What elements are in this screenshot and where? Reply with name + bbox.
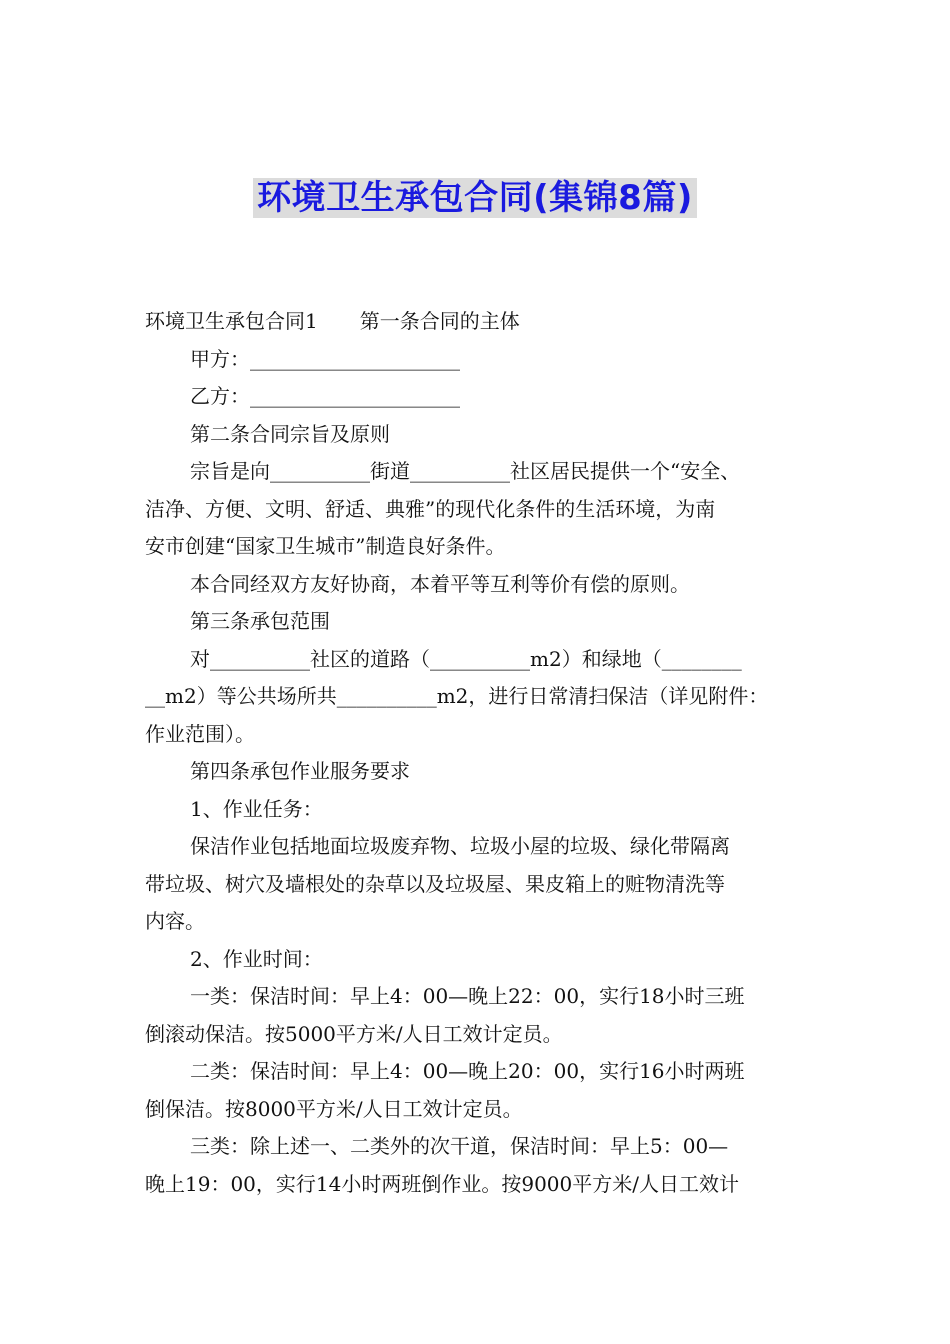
text-line xyxy=(145,716,810,754)
text-line-content: 二类：保洁时间：早上4：00—晚上20：00，实行16小时两班 xyxy=(190,1059,745,1083)
text-line-content: 内容。 xyxy=(145,909,205,933)
text-line-content: 1、作业任务： xyxy=(190,796,323,821)
text-line-content: 洁净、方便、文明、舒适、典雅”的现代化条件的生活环境，为南 xyxy=(145,496,716,521)
text-line-content: 甲方：_____________________ xyxy=(190,346,460,371)
text-line xyxy=(145,603,810,641)
text-line xyxy=(145,1053,810,1091)
text-line-content: 第三条承包范围 xyxy=(190,609,330,633)
text-line xyxy=(145,416,810,454)
text-line-content: 晚上19：00，实行14小时两班倒作业。按9000平方米/人日工效计 xyxy=(145,1171,739,1196)
text-line xyxy=(145,941,810,979)
text-line xyxy=(145,491,810,529)
text-line xyxy=(145,978,810,1016)
text-line xyxy=(145,903,810,941)
text-line xyxy=(145,641,810,679)
text-line xyxy=(145,1166,810,1204)
title-container xyxy=(0,178,950,218)
text-line xyxy=(145,453,810,491)
text-line xyxy=(145,528,810,566)
text-line-content: 本合同经双方友好协商，本着平等互利等价有偿的原则。 xyxy=(190,571,690,596)
text-line-content: 2、作业时间： xyxy=(190,946,323,971)
text-line-content: 环境卫生承包合同1 xyxy=(145,309,318,333)
text-line xyxy=(145,1016,810,1054)
text-line xyxy=(145,566,810,604)
document-body xyxy=(145,303,810,1203)
text-line-content: 第一条合同的主体 xyxy=(359,309,520,333)
text-line-content: 三类：除上述一、二类外的次干道，保洁时间：早上5：00— xyxy=(190,1134,729,1158)
text-line xyxy=(145,341,810,379)
text-line-content: 倒保洁。按8000平方米/人日工效计定员。 xyxy=(145,1096,523,1121)
text-line-content: 带垃圾、树穴及墙根处的杂草以及垃圾屋、果皮箱上的赃物清洗等 xyxy=(145,871,725,896)
text-line-content: 宗旨是向__________街道__________社区居民提供一个“安全、 xyxy=(190,459,741,483)
text-line xyxy=(145,753,810,791)
text-line-content: 对__________社区的道路（__________m2）和绿地（________ xyxy=(190,646,742,671)
document-title: 环境卫生承包合同(集锦8篇) xyxy=(253,178,697,218)
text-line xyxy=(145,678,810,716)
text-line-content: 保洁作业包括地面垃圾废弃物、垃圾小屋的垃圾、绿化带隔离 xyxy=(190,834,730,858)
text-line-content: 第二条合同宗旨及原则 xyxy=(190,421,390,446)
text-line xyxy=(145,378,810,416)
text-line xyxy=(145,1128,810,1166)
text-line-content: 作业范围）。 xyxy=(145,721,255,746)
text-line-content: 第四条承包作业服务要求 xyxy=(190,759,410,783)
text-line xyxy=(145,1091,810,1129)
text-line-content: 乙方：_____________________ xyxy=(190,384,460,408)
text-line xyxy=(145,866,810,904)
text-line-content: 倒滚动保洁。按5000平方米/人日工效计定员。 xyxy=(145,1021,563,1046)
text-line xyxy=(145,791,810,829)
text-line xyxy=(145,828,810,866)
text-line xyxy=(145,303,810,341)
text-line-content: __m2）等公共场所共__________m2，进行日常清扫保洁（详见附件： xyxy=(145,684,769,708)
text-line-content: 一类：保洁时间：早上4：00—晚上22：00，实行18小时三班 xyxy=(190,984,745,1008)
text-line-content: 安市创建“国家卫生城市”制造良好条件。 xyxy=(145,534,506,558)
